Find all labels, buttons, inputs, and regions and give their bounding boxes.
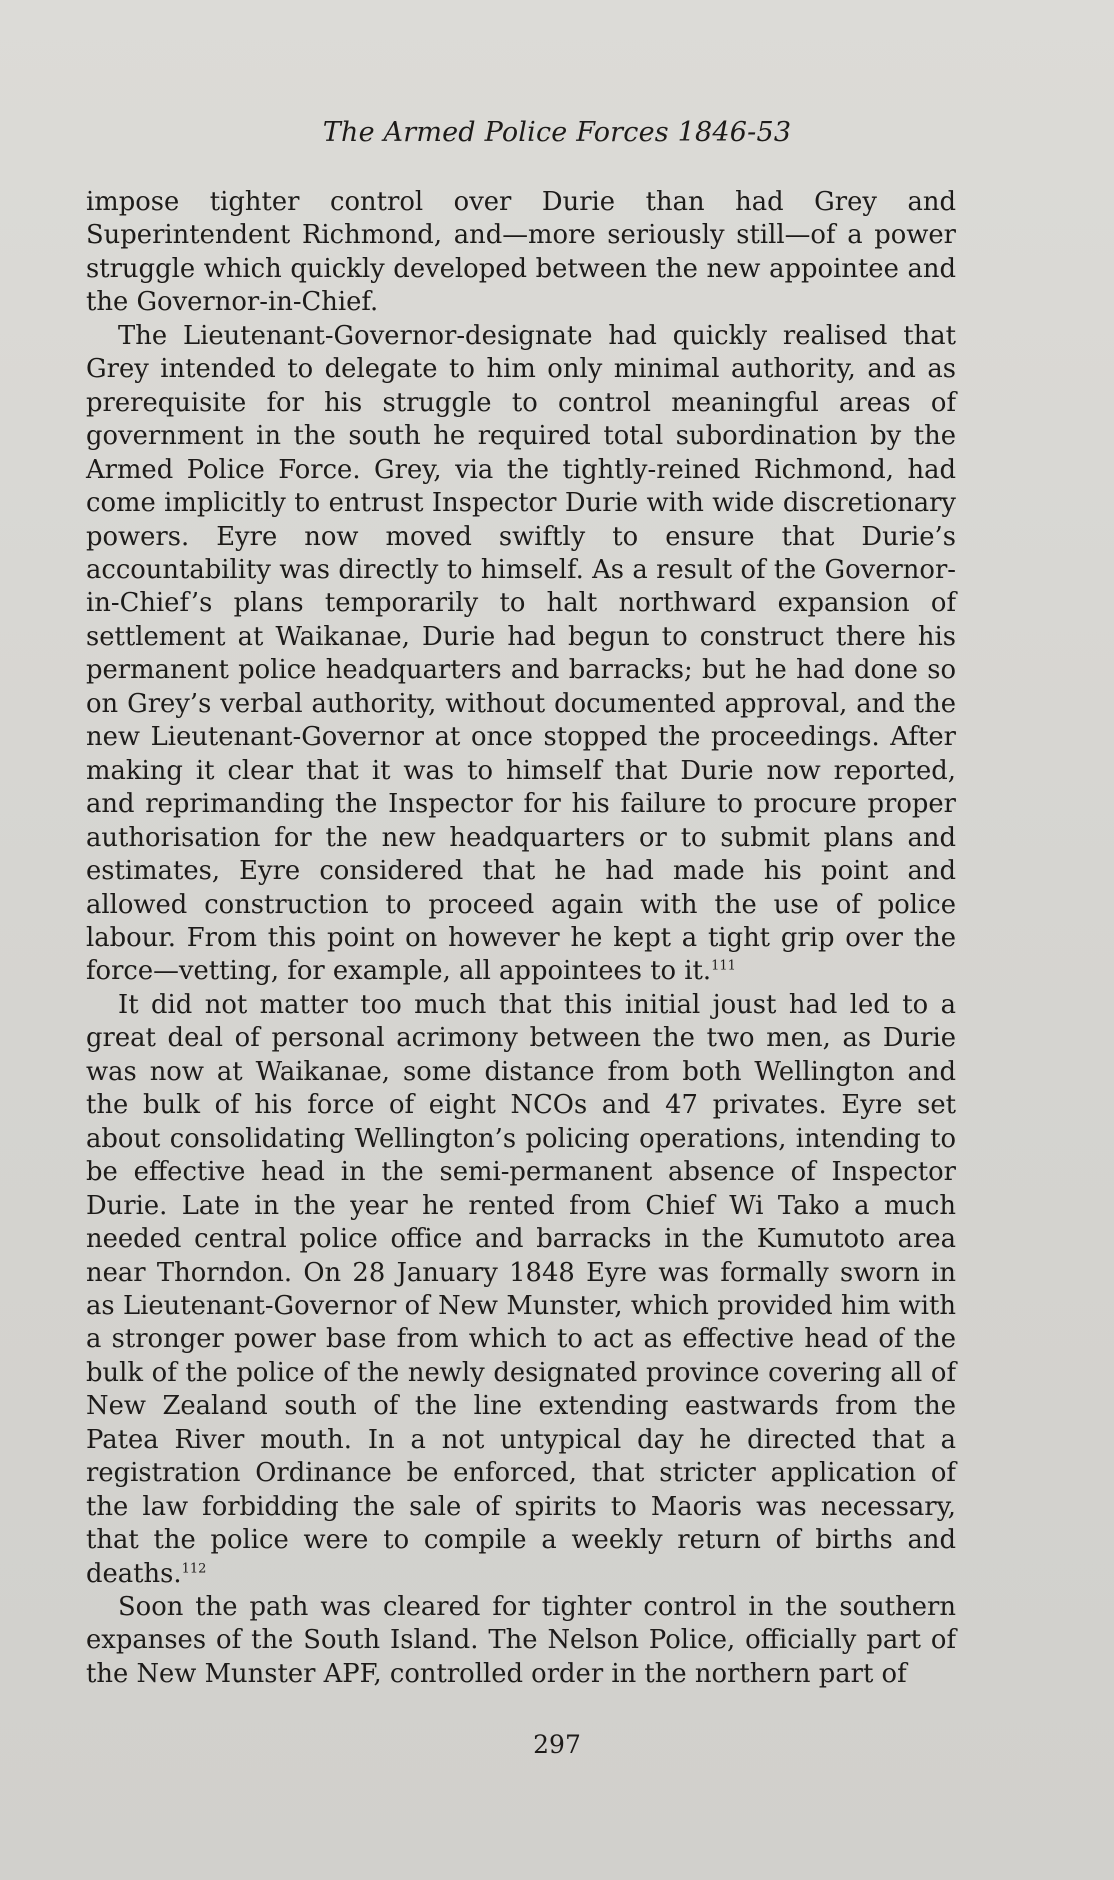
running-head: The Armed Police Forces 1846-53 <box>322 117 792 148</box>
paragraph <box>86 1591 956 1691</box>
page-number: 297 <box>533 1730 581 1759</box>
paragraph-text: It did not matter too much that this initial joust had led to a great deal of personal acrimony between the two men, as Durie was now at Waikanae, some distance from both Wellington and the bulk of his force of eight NCOs and 47 privates. Eyre set about consolidating Wellington’s policing operations, intending to be effective head in the semi-permanent absence of Inspector Durie. Late in the year he rented from Chief Wi Tako a much needed central police office and barracks in the Kumutoto area near Thorndon. On 28 January 1848 Eyre was formally sworn in as Lieutenant-Governor of New Munster, which provided him with a stronger power base from which to act as effective head of the bulk of the police of the newly designated province covering all of New Zealand south of the line extending eastwards from the Patea River mouth. In a not untypical day he directed that a registration Ordinance be enforced, that stricter application of the law forbidding the sale of spirits to Maoris was necessary, that the police were to compile a weekly return of births and deaths. <box>86 989 956 1589</box>
paragraph <box>86 989 956 1591</box>
paragraph-text: Soon the path was cleared for tighter control in the southern expanses of the South Island. The Nelson Police, officially part of the New Munster APF, controlled order in the northern part of <box>86 1592 956 1689</box>
footnote-ref: 111 <box>711 958 736 974</box>
body-text <box>86 186 956 1691</box>
paragraph <box>86 186 956 320</box>
paragraph <box>86 320 956 989</box>
footnote-ref: 112 <box>181 1560 207 1576</box>
paragraph-text: The Lieutenant-Governor-designate had quickly realised that Grey intended to delegate to him only minimal authority, and as prerequisite for his struggle to control meaningful areas of government in the south he required total subordination by the Armed Police Force. Grey, via the tightly-reined Richmond, had come implicitly to entrust Inspector Durie with wide discretionary powers. Eyre now moved swiftly to ensure that Durie’s accountability was directly to himself. As a result of the Governor-in-Chief’s plans temporarily to halt northward expansion of settlement at Waikanae, Durie had begun to construct there his permanent police headquarters and barracks; but he had done so on Grey’s verbal authority, without documented approval, and the new Lieutenant-Governor at once stopped the proceedings. After making it clear that it was to himself that Durie now reported, and reprimanding the Inspector for his failure to procure proper authorisation for the new headquarters or to submit plans and estimates, Eyre considered that he had made his point and allowed construction to proceed again with the use of police labour. From this point on however he kept a tight grip over the force—vetting, for example, all appointees to it. <box>86 320 956 987</box>
paragraph-text: impose tighter control over Durie than had Grey and Superintendent Richmond, and—more seriously still—of a power struggle which quickly developed between the new appointee and the Governor-in-Chief. <box>86 187 956 318</box>
